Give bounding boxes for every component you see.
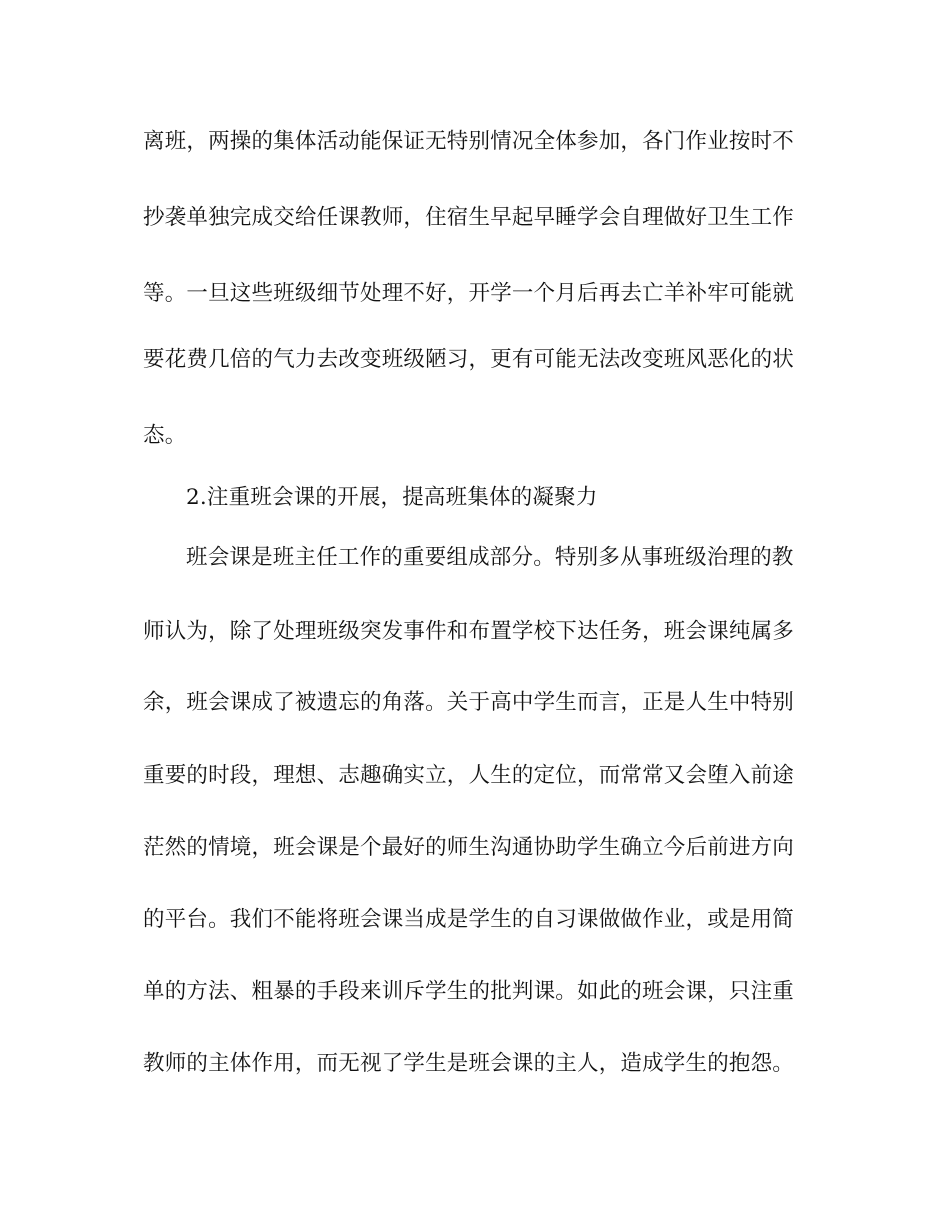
paragraph-line: 抄袭单独完成交给任课教师，住宿生早起早睡学会自理做好卫生工作 bbox=[143, 205, 795, 230]
paragraph-line: 重要的时段，理想、志趣确实立，人生的定位，而常常又会堕入前途 bbox=[143, 763, 795, 788]
paragraph-line: 茫然的情境，班会课是个最好的师生沟通协助学生确立今后前进方向 bbox=[143, 835, 795, 860]
paragraph-line: 班会课是班主任工作的重要组成部分。特别多从事班级治理的教 bbox=[186, 545, 794, 570]
paragraph-line: 教师的主体作用，而无视了学生是班会课的主人，造成学生的抱怨。 bbox=[143, 1051, 795, 1076]
section-heading: 2.注重班会课的开展，提高班集体的凝聚力 bbox=[186, 485, 598, 510]
paragraph-line: 要花费几倍的气力去改变班级陋习，更有可能无法改变班风恶化的状 bbox=[143, 347, 795, 372]
paragraph-line: 单的方法、粗暴的手段来训斥学生的批判课。如此的班会课，只注重 bbox=[143, 979, 795, 1004]
paragraph-line: 的平台。我们不能将班会课当成是学生的自习课做做作业，或是用简 bbox=[143, 907, 795, 932]
paragraph-line: 态。 bbox=[143, 423, 187, 448]
paragraph-line: 余，班会课成了被遗忘的角落。关于高中学生而言，正是人生中特别 bbox=[143, 690, 795, 715]
paragraph-line: 师认为，除了处理班级突发事件和布置学校下达任务，班会课纯属多 bbox=[143, 619, 795, 644]
paragraph-line: 等。一旦这些班级细节处理不好，开学一个月后再去亡羊补牢可能就 bbox=[143, 281, 795, 306]
paragraph-line: 离班，两操的集体活动能保证无特别情况全体参加，各门作业按时不 bbox=[143, 129, 795, 154]
